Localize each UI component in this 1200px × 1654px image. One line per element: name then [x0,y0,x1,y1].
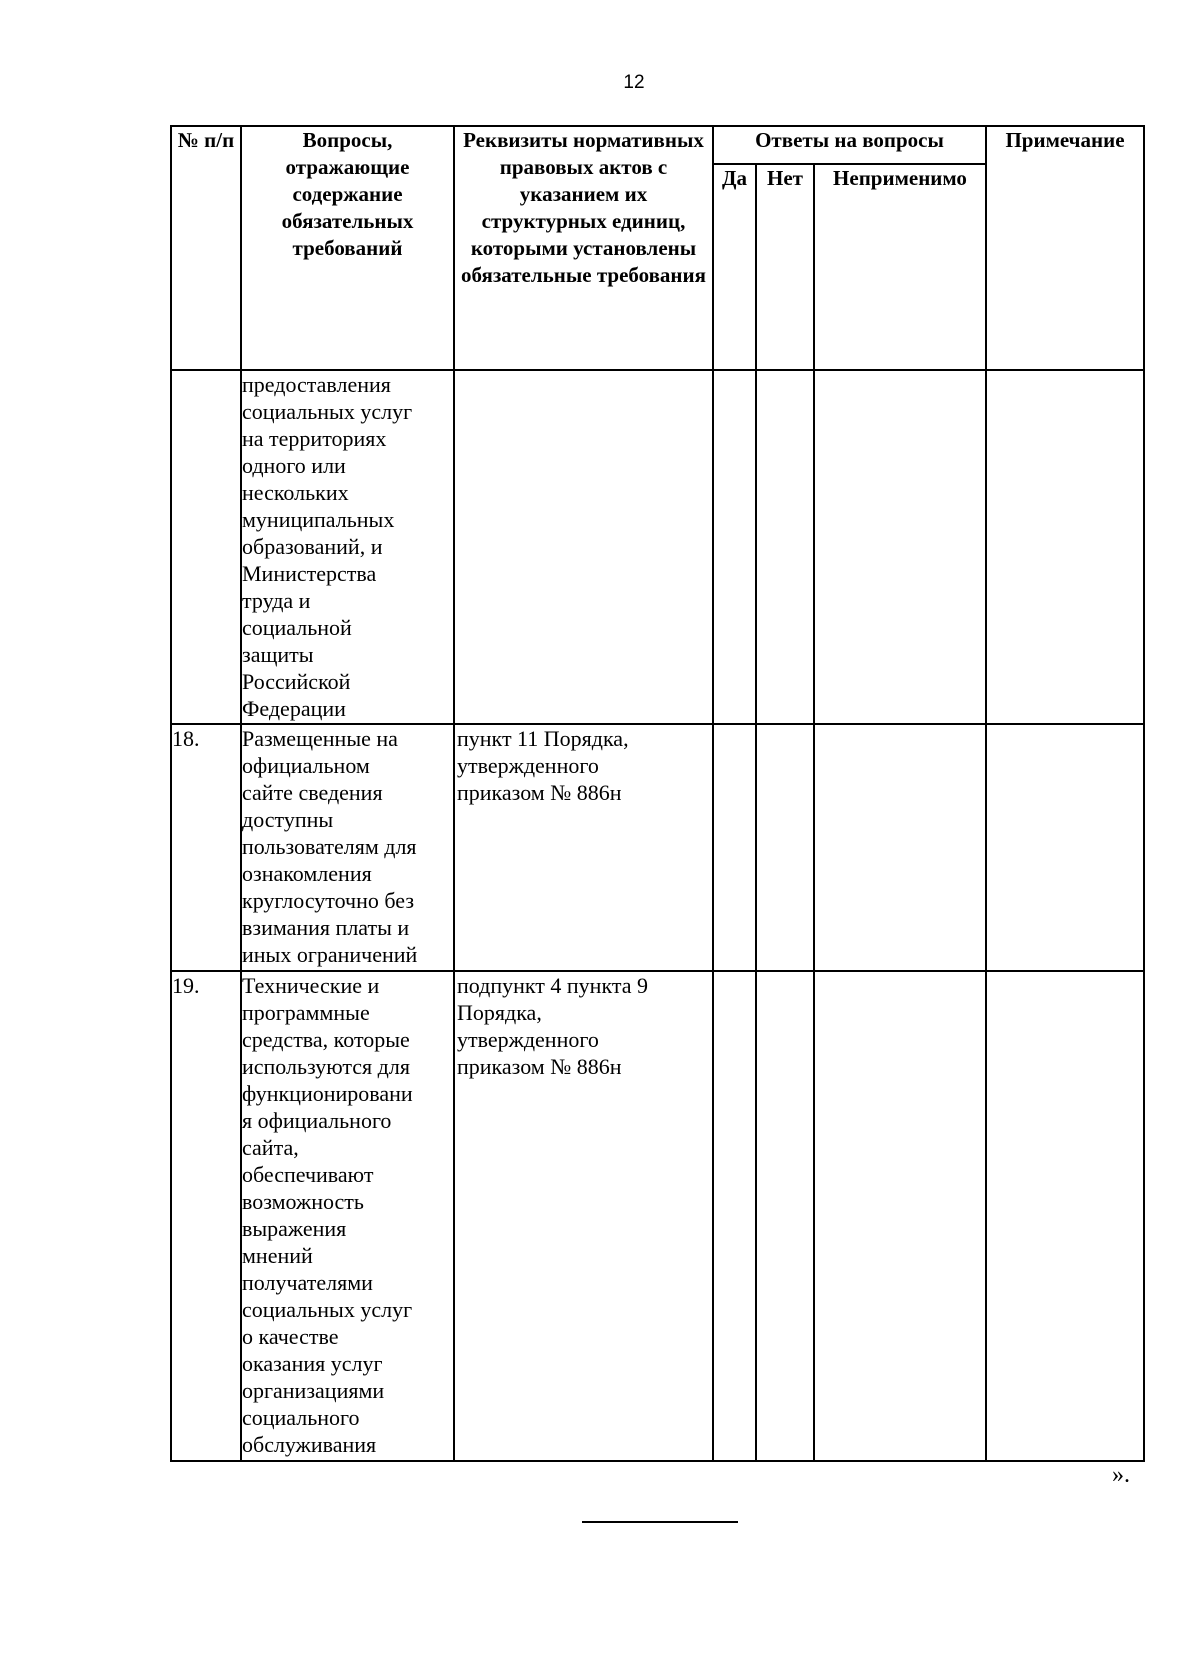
question-text: Технические и программные средства, которые используются для функционировани я официального сайта, обеспечивают возможность выражения мнений получателями социальных услуг о качестве оказания услуг организациями социального обслуживания [242,973,413,1457]
note-cell[interactable] [986,724,1144,971]
answer-not-applicable-cell[interactable] [814,370,986,724]
header-note-label: Примечание [1005,128,1125,152]
table-row [171,971,1144,1461]
answer-not-applicable-cell[interactable] [814,724,986,971]
question-cell [241,370,454,724]
closing-quote-mark: ». [1112,1462,1130,1488]
row-number: 19. [172,973,200,998]
answer-yes-cell[interactable] [713,971,756,1461]
requisites-text: пункт 11 Порядка, утвержденного приказом № 886н [457,726,629,805]
header-yes-label: Да [722,166,747,190]
question-cell [241,971,454,1461]
question-text: Размещенные на официальном сайте сведения доступны пользователям для ознакомления круглосуточно без взимания платы и иных ограничений [242,726,418,967]
footnote-rule [582,1521,738,1523]
note-cell[interactable] [986,370,1144,724]
note-cell[interactable] [986,971,1144,1461]
header-requisites-label: Реквизиты нормативных правовых актов с указанием их структурных единиц, которыми установлены обязательные требования [461,128,706,287]
answer-yes-cell[interactable] [713,724,756,971]
table-row [171,724,1144,971]
page-number-text: 12 [623,72,645,93]
question-text: предоставления социальных услуг на территориях одного или нескольких муниципальных образований, и Министерства труда и социальной защиты Российской Федерации [242,372,413,721]
header-questions [241,126,454,370]
header-requisites [454,126,713,370]
header-not-applicable [814,164,986,370]
page-number [0,72,1200,94]
row-number-cell [171,971,241,1461]
header-answers-label: Ответы на вопросы [755,128,944,152]
header-not-applicable-label: Неприменимо [833,166,967,190]
header-note [986,126,1144,370]
header-row-top [171,126,1144,164]
answer-not-applicable-cell[interactable] [814,971,986,1461]
header-answers [713,126,986,164]
question-cell [241,724,454,971]
table-row [171,370,1144,724]
header-no [756,164,814,370]
requisites-text: подпункт 4 пункта 9 Порядка, утвержденного приказом № 886н [457,973,648,1079]
header-num-label: № п/п [177,128,235,152]
row-number-cell [171,724,241,971]
requisites-cell [454,971,713,1461]
answer-no-cell[interactable] [756,370,814,724]
header-num [171,126,241,370]
requirements-table [170,125,1145,1462]
answer-no-cell[interactable] [756,971,814,1461]
requisites-cell [454,370,713,724]
answer-no-cell[interactable] [756,724,814,971]
header-yes [713,164,756,370]
row-number-cell [171,370,241,724]
header-no-label: Нет [767,166,803,190]
requisites-cell [454,724,713,971]
answer-yes-cell[interactable] [713,370,756,724]
header-questions-label: Вопросы, отражающие содержание обязательных требований [281,128,414,260]
row-number: 18. [172,726,200,751]
